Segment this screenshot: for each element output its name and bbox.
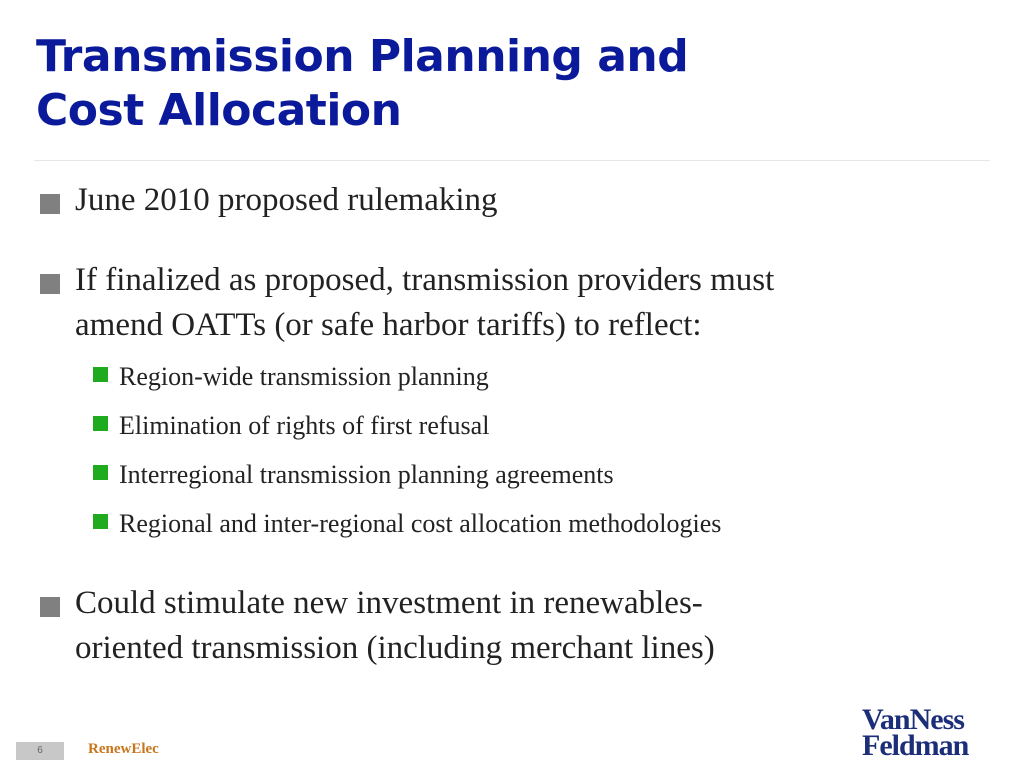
green-square-bullet-icon bbox=[93, 514, 108, 529]
sub-bullet-item bbox=[40, 450, 1000, 499]
slide-number: 6 bbox=[16, 742, 64, 760]
bullet-text-line-2: amend OATTs (or safe harbor tariffs) to reflect: bbox=[75, 307, 702, 343]
green-square-bullet-icon bbox=[93, 465, 108, 480]
square-bullet-icon bbox=[40, 194, 60, 214]
logo-line-2: Feldman bbox=[862, 729, 969, 762]
bullet-text-line-1: If finalized as proposed, transmission providers must bbox=[75, 262, 775, 298]
sub-bullet-text: Regional and inter-regional cost allocation methodologies bbox=[119, 509, 722, 538]
bullet-item bbox=[40, 581, 1000, 671]
bullet-item bbox=[40, 178, 1000, 223]
sub-bullet-item bbox=[40, 352, 1000, 401]
vanness-feldman-logo bbox=[862, 703, 1012, 762]
slide-body bbox=[40, 178, 1000, 671]
bullet-text-line-1: Could stimulate new investment in renewables- bbox=[75, 585, 703, 621]
slide-title bbox=[36, 30, 976, 138]
slide-title-line-1: Transmission Planning and bbox=[36, 31, 689, 82]
footer-brand: RenewElec bbox=[88, 741, 159, 757]
green-square-bullet-icon bbox=[93, 416, 108, 431]
slide-title-line-2: Cost Allocation bbox=[36, 85, 402, 136]
sub-bullet-text: Interregional transmission planning agreements bbox=[119, 460, 614, 489]
square-bullet-icon bbox=[40, 597, 60, 617]
bullet-item bbox=[40, 258, 1000, 348]
square-bullet-icon bbox=[40, 274, 60, 294]
bullet-text: June 2010 proposed rulemaking bbox=[75, 182, 498, 218]
sub-bullet-list bbox=[40, 352, 1000, 548]
sub-bullet-text: Region-wide transmission planning bbox=[119, 362, 489, 391]
sub-bullet-item bbox=[40, 499, 1000, 548]
sub-bullet-item bbox=[40, 401, 1000, 450]
logo-line-1: VanNess bbox=[862, 703, 964, 736]
green-square-bullet-icon bbox=[93, 367, 108, 382]
title-divider bbox=[34, 160, 990, 161]
sub-bullet-text: Elimination of rights of first refusal bbox=[119, 411, 490, 440]
bullet-text-line-2: oriented transmission (including merchant lines) bbox=[75, 630, 715, 666]
